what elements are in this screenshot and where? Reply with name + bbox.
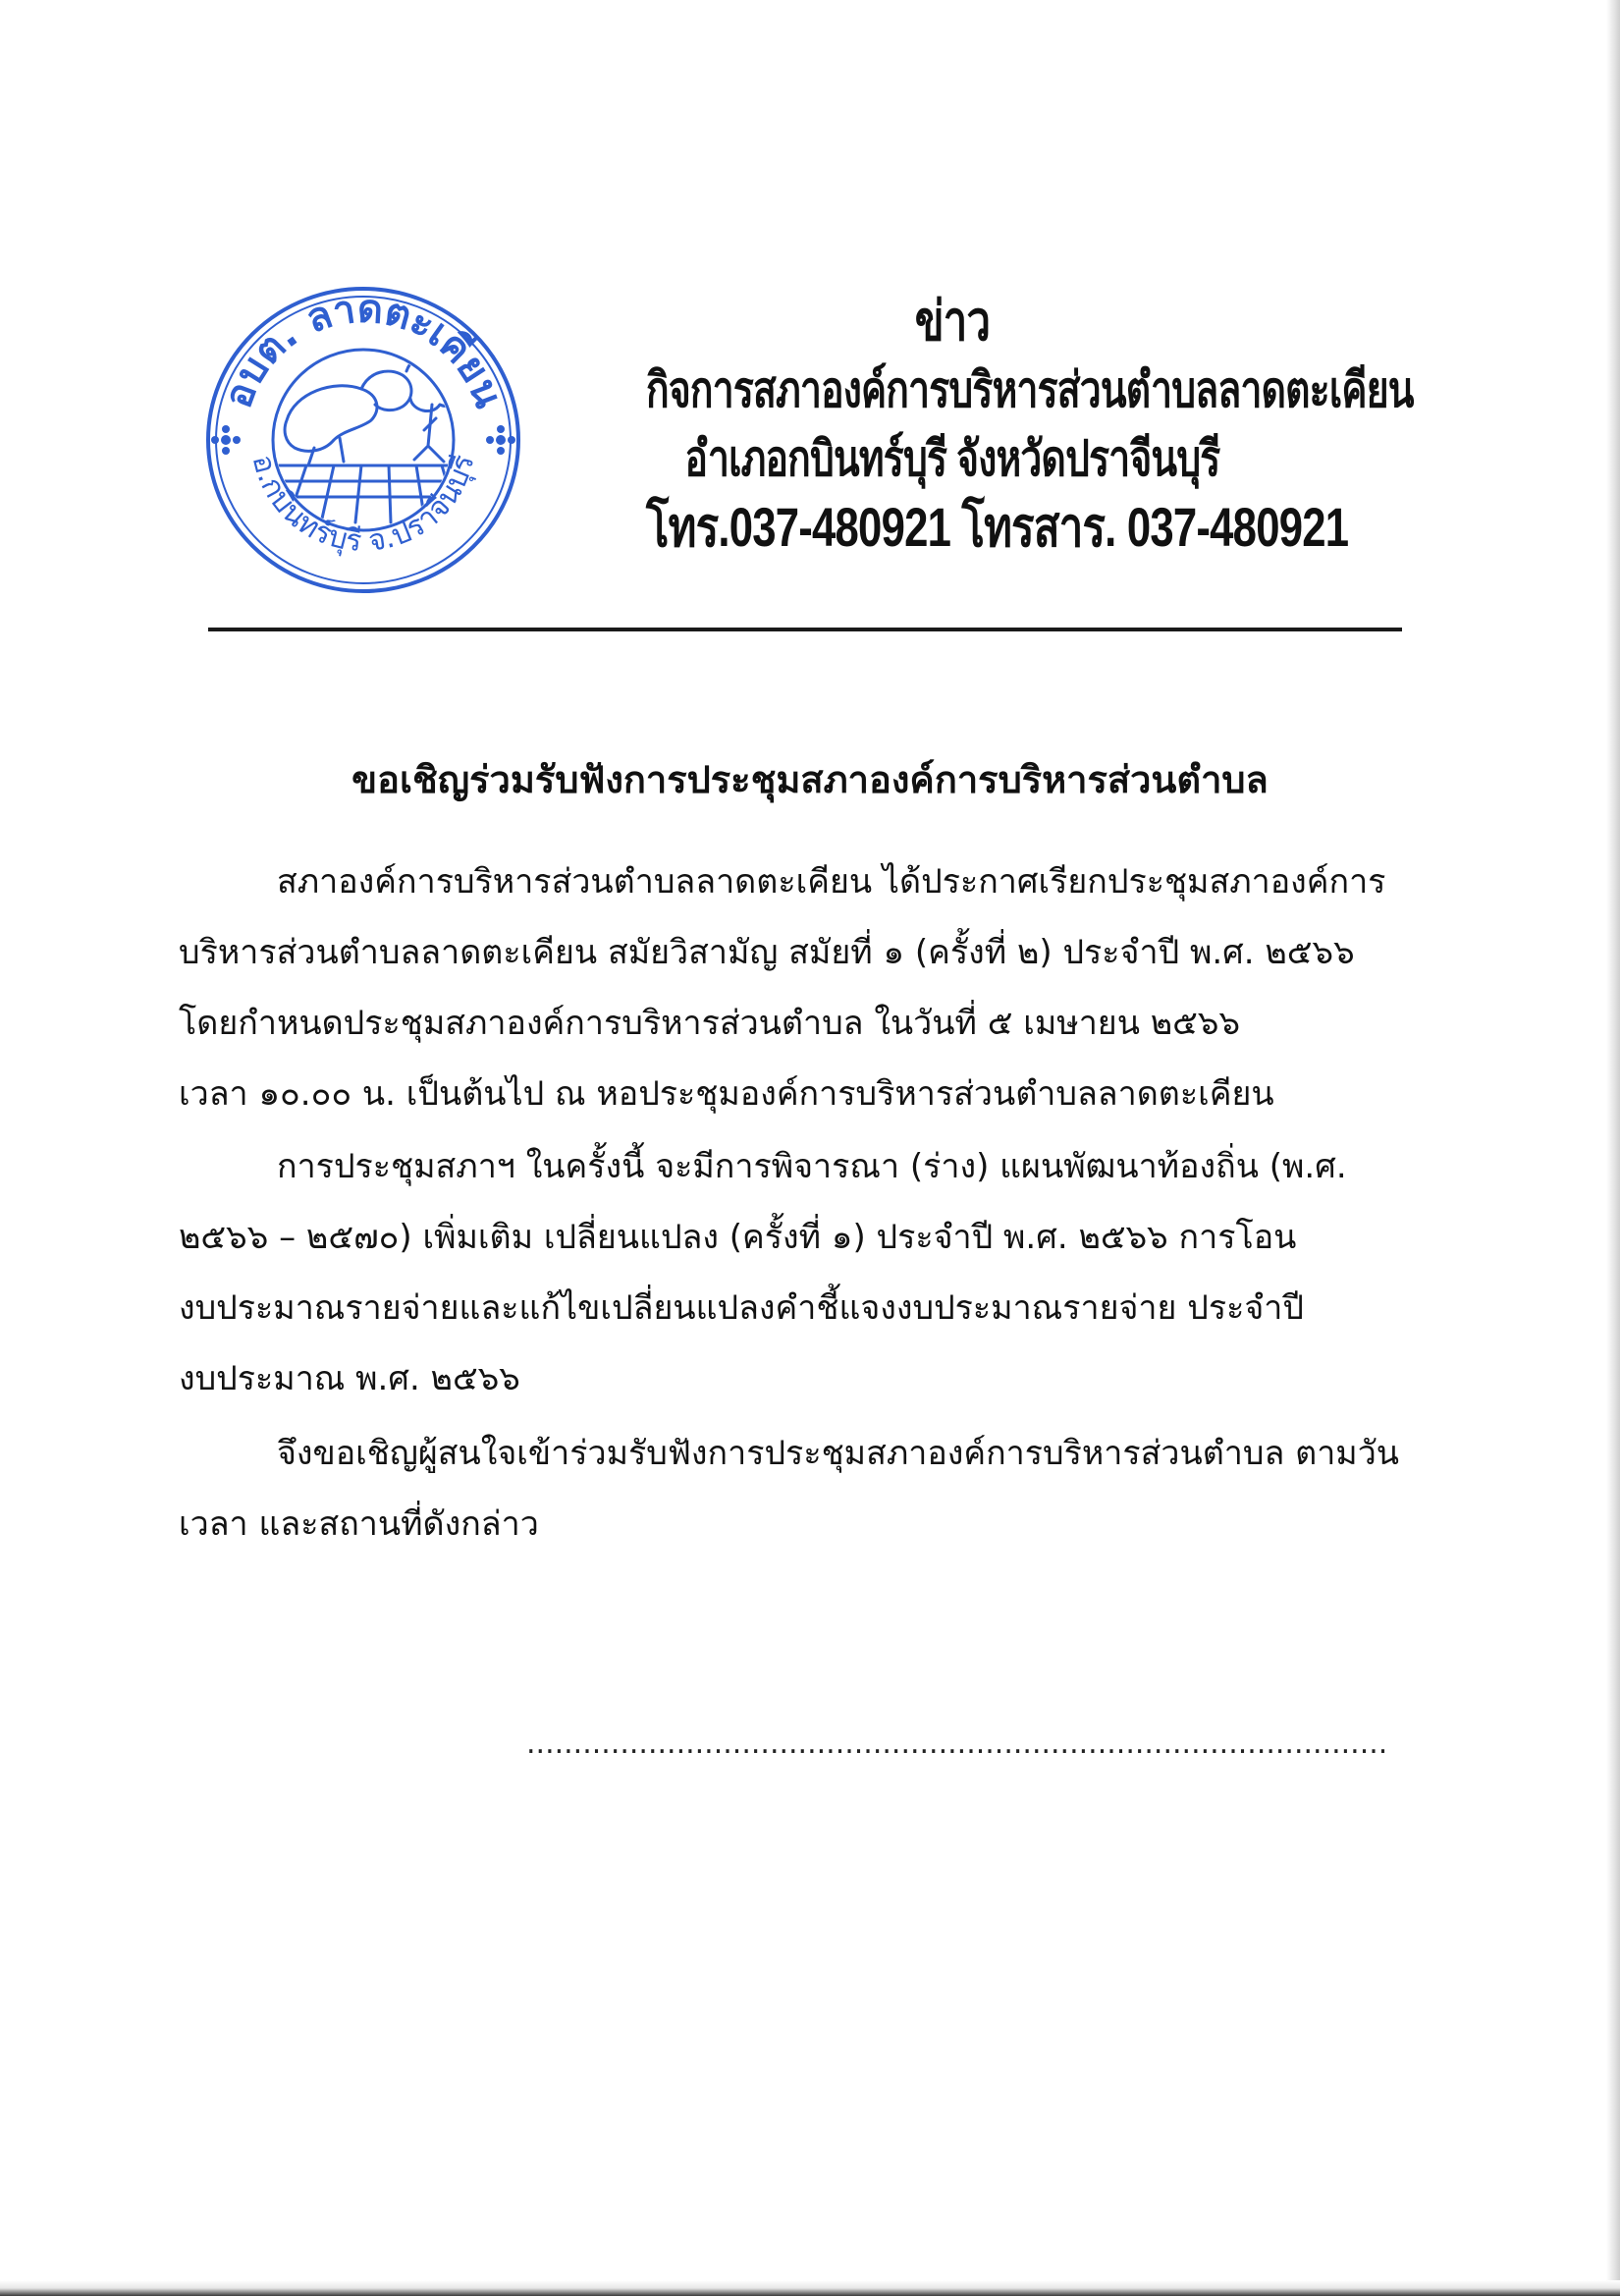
paragraph-3-line-1: จึงขอเชิญผู้สนใจเข้าร่วมรับฟังการประชุมสภาองค์การบริหารส่วนตำบล ตามวัน	[277, 1434, 1400, 1473]
letterhead-phone-fax: โทร.037-480921 โทรสาร. 037-480921	[646, 496, 1349, 558]
paragraph-2-line-1: การประชุมสภาฯ ในครั้งนี้ จะมีการพิจารณา (ร่าง) แผนพัฒนาท้องถิ่น (พ.ศ.	[277, 1147, 1347, 1186]
paragraph-2-line-2: ๒๕๖๖ – ๒๕๗๐) เพิ่มเติม เปลี่ยนแปลง (ครั้งที่ ๑) ประจำปี พ.ศ. ๒๕๖๖ การโอน	[179, 1218, 1297, 1257]
letterhead-district-province: อำเภอกบินทร์บุรี จังหวัดปราจีนบุรี	[684, 431, 1220, 486]
letterhead	[646, 287, 1414, 562]
letterhead-news-heading: ข่าว	[914, 290, 991, 352]
paragraph-1-line-4: เวลา ๑๐.๐๐ น. เป็นต้นไป ณ หอประชุมองค์การบริหารส่วนตำบลลาดตะเคียน	[179, 1074, 1274, 1114]
paragraph-2-line-3: งบประมาณรายจ่ายและแก้ไขเปลี่ยนแปลงคำชี้แจงงบประมาณรายจ่าย ประจำปี	[179, 1288, 1304, 1328]
paragraph-3-line-2: เวลา และสถานที่ดังกล่าว	[179, 1504, 539, 1544]
page-edge-shadow	[1606, 0, 1620, 2296]
seal-top-text: อบต. ลาดตะเคียน	[215, 286, 512, 414]
header-divider	[208, 628, 1402, 631]
paragraph-1-line-3: โดยกำหนดประชุมสภาองค์การบริหารส่วนตำบล ในวันที่ ๕ เมษายน ๒๕๖๖	[179, 1004, 1241, 1043]
page-bottom-shadow	[0, 2280, 1620, 2296]
paragraph-2-line-4: งบประมาณ พ.ศ. ๒๕๖๖	[179, 1359, 520, 1398]
seal-bottom-text: อ.กบินทร์บุรี จ.ปราจีนบุรี	[244, 451, 482, 559]
seal-logo	[196, 273, 530, 607]
letterhead-organization-name: กิจการสภาองค์การบริหารส่วนตำบลลาดตะเคียน	[646, 362, 1414, 417]
paragraph-1-line-2: บริหารส่วนตำบลลาดตะเคียน สมัยวิสามัญ สมัยที่ ๑ (ครั้งที่ ๒) ประจำปี พ.ศ. ๒๕๖๖	[179, 933, 1355, 972]
paragraph-1-line-1: สภาองค์การบริหารส่วนตำบลลาดตะเคียน ได้ประกาศเรียกประชุมสภาองค์การ	[277, 862, 1386, 902]
signature-dotted-line: ............................................................................................	[526, 1726, 1388, 1761]
document-title: ขอเชิญร่วมรับฟังการประชุมสภาองค์การบริหารส่วนตำบล	[351, 758, 1269, 801]
